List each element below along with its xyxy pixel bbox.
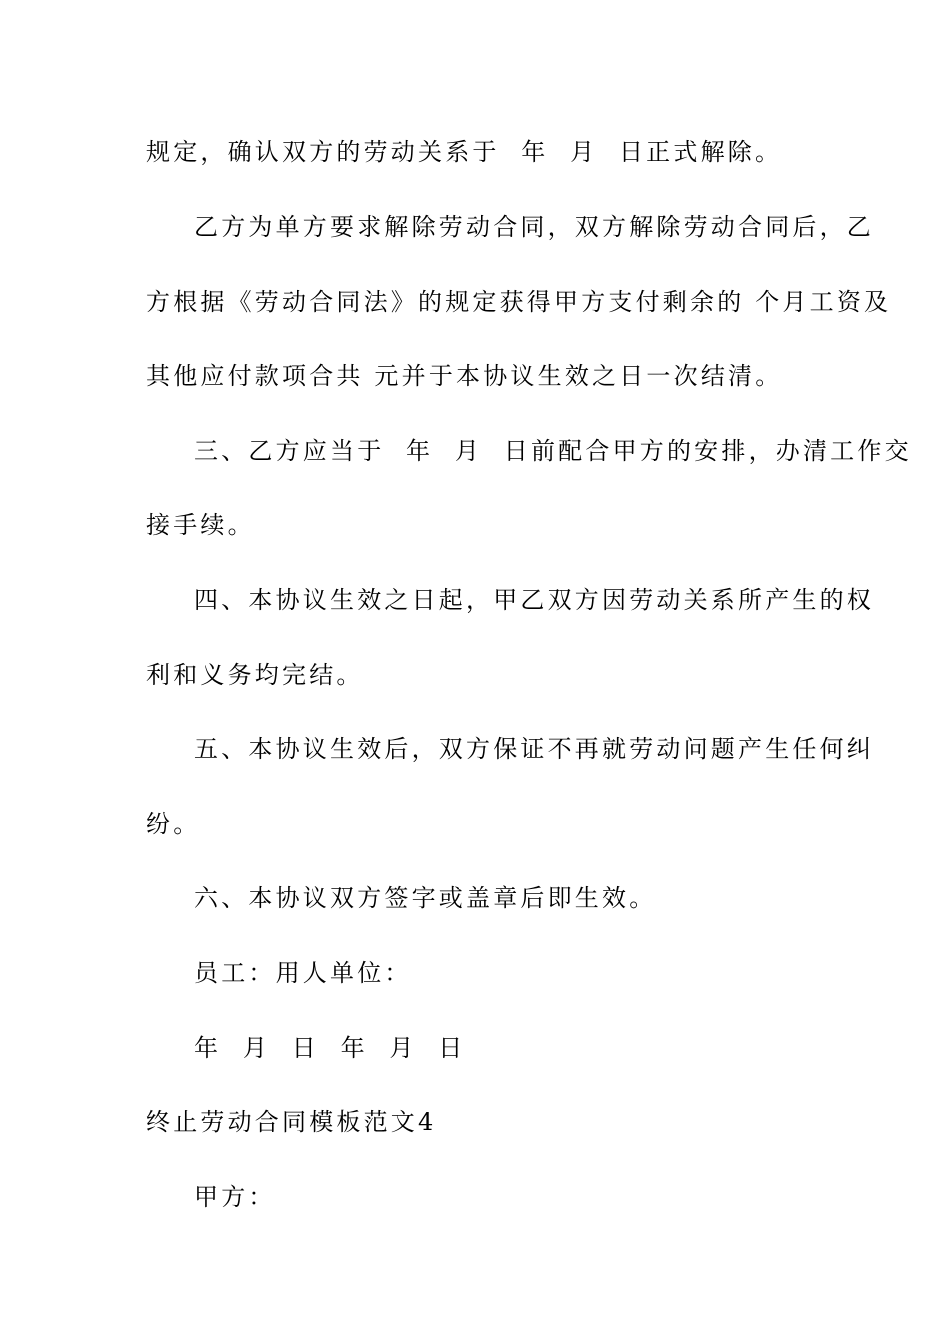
text-line: 纷。 xyxy=(146,810,201,838)
text-line: 其他应付款项合共 元并于本协议生效之日一次结清。 xyxy=(146,362,783,390)
signature-label-line: 员工：用人单位： xyxy=(194,959,412,987)
date-line: 年 月 日 年 月 日 xyxy=(194,1034,466,1062)
text-line: 四、本协议生效之日起，甲乙双方因劳动关系所产生的权 xyxy=(194,586,874,614)
text-line: 接手续。 xyxy=(146,511,255,539)
text-line: 乙方为单方要求解除劳动合同，双方解除劳动合同后，乙 xyxy=(194,213,874,241)
text-line: 利和义务均完结。 xyxy=(146,661,364,689)
text-line: 规定，确认双方的劳动关系于 年 月 日正式解除。 xyxy=(146,138,783,166)
text-line: 五、本协议生效后，双方保证不再就劳动问题产生任何纠 xyxy=(194,735,874,763)
text-line: 六、本协议双方签字或盖章后即生效。 xyxy=(194,884,657,912)
party-label: 甲方： xyxy=(194,1183,276,1211)
section-heading: 终止劳动合同模板范文4 xyxy=(146,1108,437,1136)
text-line: 三、乙方应当于 年 月 日前配合甲方的安排，办清工作交 xyxy=(194,437,912,465)
text-line: 方根据《劳动合同法》的规定获得甲方支付剩余的 个月工资及 xyxy=(146,288,892,316)
